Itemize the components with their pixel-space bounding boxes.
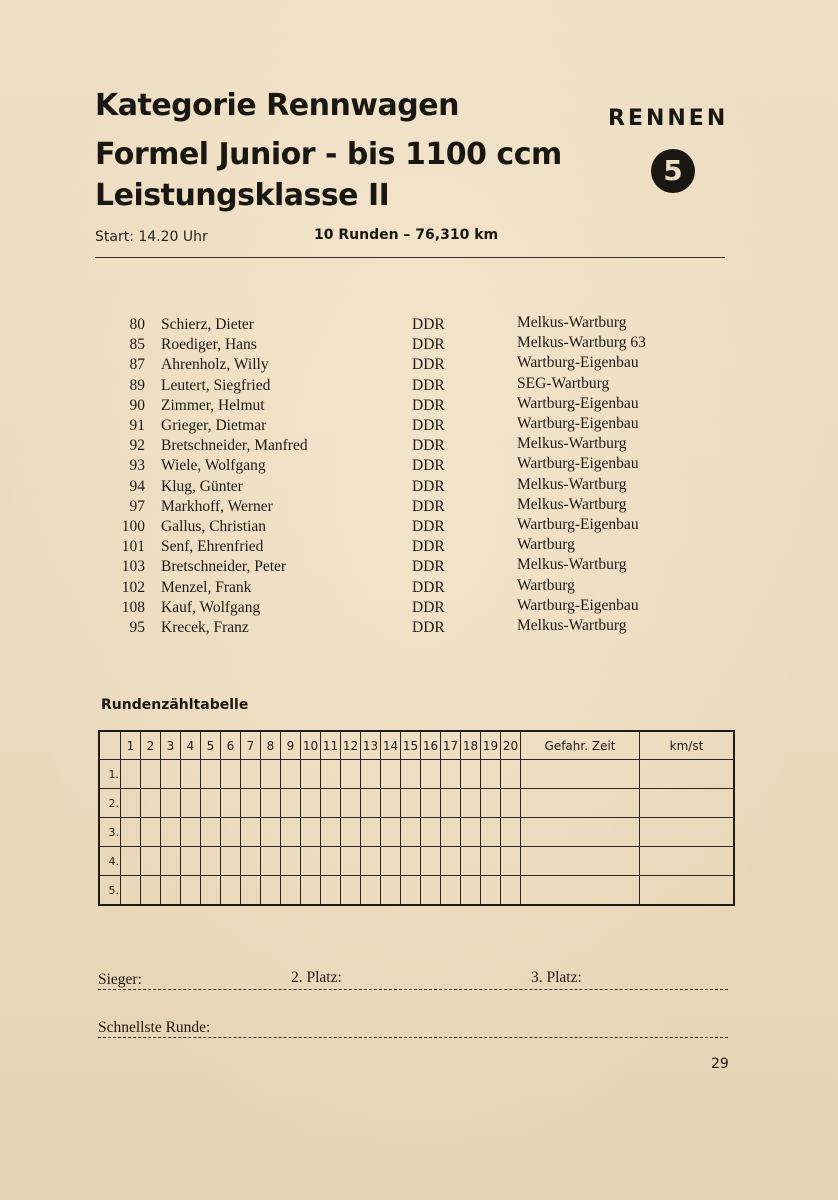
lap-cell bbox=[281, 818, 301, 847]
lap-cell bbox=[421, 818, 441, 847]
lap-cell bbox=[441, 847, 461, 876]
entry-row bbox=[0, 336, 838, 356]
driver-name: Grieger, Dietmar bbox=[161, 417, 267, 434]
driver-country: DDR bbox=[412, 376, 445, 394]
driver-country: DDR bbox=[412, 497, 445, 515]
speed-cell bbox=[640, 876, 735, 906]
lap-cell bbox=[321, 760, 341, 789]
time-cell bbox=[521, 818, 640, 847]
lap-cell bbox=[141, 760, 161, 789]
lap-cell bbox=[341, 847, 361, 876]
lap-cell bbox=[121, 847, 141, 876]
lap-cell bbox=[361, 876, 381, 906]
row-label: 1. bbox=[99, 760, 121, 789]
lap-cell bbox=[461, 760, 481, 789]
lap-header-cell: 16 bbox=[421, 731, 441, 760]
car-make: Wartburg-Eigenbau bbox=[517, 596, 639, 614]
lap-cell bbox=[401, 789, 421, 818]
speed-header: km/st bbox=[640, 731, 735, 760]
lap-header-cell: 5 bbox=[201, 731, 221, 760]
corner-cell bbox=[99, 731, 121, 760]
driver-name: Ahrenholz, Willy bbox=[161, 356, 269, 374]
row-label: 3. bbox=[99, 818, 121, 847]
entry-row bbox=[0, 374, 838, 397]
lap-cell bbox=[281, 876, 301, 906]
lap-header-cell: 20 bbox=[501, 731, 521, 760]
entry-number: 87 bbox=[129, 356, 145, 374]
driver-name: Leutert, Siegfried bbox=[161, 376, 271, 394]
lap-cell bbox=[201, 847, 221, 876]
driver-name: Roediger, Hans bbox=[161, 336, 257, 354]
lap-table-row bbox=[99, 760, 734, 789]
lap-cell bbox=[181, 818, 201, 847]
lap-cell bbox=[161, 818, 181, 847]
lap-cell bbox=[141, 789, 161, 818]
car-make: Melkus-Wartburg bbox=[517, 556, 627, 574]
lap-cell bbox=[401, 847, 421, 876]
entry-number: 94 bbox=[129, 477, 145, 495]
entry-row bbox=[0, 558, 838, 578]
lap-cell bbox=[261, 818, 281, 847]
driver-name: Klug, Günter bbox=[161, 477, 243, 495]
lap-cell bbox=[361, 789, 381, 818]
formula-title: Formel Junior - bis 1100 ccm bbox=[95, 137, 562, 172]
driver-country: DDR bbox=[412, 538, 445, 556]
driver-name: Zimmer, Helmut bbox=[161, 396, 265, 414]
lap-cell bbox=[501, 789, 521, 818]
car-make: Melkus-Wartburg 63 bbox=[517, 334, 646, 352]
lap-cell bbox=[241, 818, 261, 847]
driver-country: DDR bbox=[412, 518, 445, 535]
lap-cell bbox=[381, 760, 401, 789]
driver-country: DDR bbox=[412, 598, 445, 616]
lap-cell bbox=[261, 789, 281, 818]
lap-cell bbox=[201, 789, 221, 818]
lap-header-cell: 9 bbox=[281, 731, 301, 760]
lap-cell bbox=[401, 760, 421, 789]
lap-cell bbox=[381, 789, 401, 818]
driver-country: DDR bbox=[412, 396, 445, 414]
lap-header-cell: 8 bbox=[261, 731, 281, 760]
third-place-label: 3. Platz: bbox=[531, 969, 582, 986]
lap-cell bbox=[301, 789, 321, 818]
driver-name: Kauf, Wolfgang bbox=[161, 598, 261, 616]
driver-name: Bretschneider, Peter bbox=[161, 558, 287, 576]
entry-row bbox=[0, 576, 838, 599]
entry-number: 90 bbox=[129, 396, 145, 414]
lap-cell bbox=[241, 876, 261, 906]
lap-cell bbox=[361, 847, 381, 876]
lap-cell bbox=[161, 847, 181, 876]
lap-cell bbox=[361, 760, 381, 789]
lap-header-cell: 15 bbox=[401, 731, 421, 760]
lap-cell bbox=[221, 818, 241, 847]
lap-cell bbox=[401, 876, 421, 906]
entry-number: 108 bbox=[121, 598, 145, 616]
entry-number: 101 bbox=[121, 538, 145, 556]
speed-cell bbox=[640, 789, 735, 818]
lap-cell bbox=[461, 847, 481, 876]
lap-cell bbox=[141, 876, 161, 906]
lap-cell bbox=[341, 818, 361, 847]
lap-header-cell: 4 bbox=[181, 731, 201, 760]
lap-cell bbox=[241, 847, 261, 876]
lap-cell bbox=[421, 789, 441, 818]
time-cell bbox=[521, 789, 640, 818]
lap-cell bbox=[121, 789, 141, 818]
lap-cell bbox=[341, 760, 361, 789]
lap-cell bbox=[481, 789, 501, 818]
driver-country: DDR bbox=[412, 477, 445, 495]
lap-header-cell: 1 bbox=[121, 731, 141, 760]
entry-row bbox=[0, 437, 838, 457]
winner-label: Sieger: bbox=[98, 971, 142, 988]
lap-header-cell: 10 bbox=[301, 731, 321, 760]
entry-number: 100 bbox=[121, 518, 145, 535]
lap-cell bbox=[441, 760, 461, 789]
car-make: Melkus-Wartburg bbox=[517, 314, 627, 331]
lap-cell bbox=[281, 847, 301, 876]
second-place-label: 2. Platz: bbox=[291, 969, 342, 986]
race-distance: 10 Runden – 76,310 km bbox=[314, 227, 499, 243]
lap-cell bbox=[381, 847, 401, 876]
entry-row bbox=[0, 475, 838, 498]
race-label: RENNEN bbox=[608, 106, 729, 131]
lap-cell bbox=[301, 818, 321, 847]
car-make: Melkus-Wartburg bbox=[517, 617, 627, 634]
lap-cell bbox=[181, 789, 201, 818]
lap-header-cell: 11 bbox=[321, 731, 341, 760]
row-label: 5. bbox=[99, 876, 121, 906]
time-header: Gefahr. Zeit bbox=[521, 731, 640, 760]
lap-cell bbox=[241, 789, 261, 818]
lap-cell bbox=[381, 818, 401, 847]
entry-number: 85 bbox=[129, 336, 145, 354]
lap-cell bbox=[281, 789, 301, 818]
lap-cell bbox=[461, 789, 481, 818]
lap-cell bbox=[421, 876, 441, 906]
lap-cell bbox=[221, 847, 241, 876]
lap-header-cell: 19 bbox=[481, 731, 501, 760]
driver-country: DDR bbox=[412, 356, 445, 374]
lap-count-table bbox=[98, 730, 735, 906]
lap-cell bbox=[261, 847, 281, 876]
entry-row bbox=[0, 495, 838, 518]
car-make: Wartburg bbox=[517, 536, 575, 554]
lap-cell bbox=[161, 789, 181, 818]
row-label: 2. bbox=[99, 789, 121, 818]
lap-cell bbox=[301, 847, 321, 876]
car-make: Wartburg bbox=[517, 576, 575, 594]
entry-row bbox=[0, 394, 838, 417]
entry-number: 103 bbox=[121, 558, 145, 576]
car-make: Wartburg-Eigenbau bbox=[517, 415, 639, 432]
results-dotted-line bbox=[98, 989, 728, 990]
entry-row bbox=[0, 619, 838, 639]
lap-cell bbox=[241, 760, 261, 789]
car-make: Melkus-Wartburg bbox=[517, 495, 627, 513]
lap-cell bbox=[221, 789, 241, 818]
entry-number: 91 bbox=[129, 417, 145, 434]
lap-header-cell: 18 bbox=[461, 731, 481, 760]
lap-table-title: Rundenzähltabelle bbox=[101, 697, 249, 713]
driver-name: Senf, Ehrenfried bbox=[161, 538, 264, 556]
lap-header-cell: 6 bbox=[221, 731, 241, 760]
lap-cell bbox=[161, 876, 181, 906]
speed-cell bbox=[640, 818, 735, 847]
driver-name: Bretschneider, Manfred bbox=[161, 437, 308, 455]
speed-cell bbox=[640, 760, 735, 789]
driver-country: DDR bbox=[412, 457, 445, 475]
lap-cell bbox=[261, 876, 281, 906]
lap-cell bbox=[321, 818, 341, 847]
lap-cell bbox=[121, 876, 141, 906]
lap-header-cell: 12 bbox=[341, 731, 361, 760]
lap-table-header bbox=[99, 731, 734, 760]
page-number: 29 bbox=[711, 1056, 729, 1072]
category-title: Kategorie Rennwagen bbox=[95, 88, 459, 123]
entry-number: 80 bbox=[129, 316, 145, 333]
lap-cell bbox=[461, 876, 481, 906]
lap-header-cell: 7 bbox=[241, 731, 261, 760]
car-make: Melkus-Wartburg bbox=[517, 435, 627, 453]
entry-row bbox=[0, 316, 838, 336]
driver-country: DDR bbox=[412, 336, 445, 354]
entry-number: 93 bbox=[129, 457, 145, 475]
header-divider bbox=[95, 257, 725, 258]
time-cell bbox=[521, 760, 640, 789]
lap-cell bbox=[281, 760, 301, 789]
lap-cell bbox=[201, 818, 221, 847]
entry-number: 92 bbox=[129, 437, 145, 455]
lap-cell bbox=[141, 847, 161, 876]
lap-cell bbox=[481, 876, 501, 906]
car-make: Wartburg-Eigenbau bbox=[517, 354, 639, 372]
entry-row bbox=[0, 356, 838, 376]
lap-cell bbox=[481, 818, 501, 847]
lap-table-row bbox=[99, 847, 734, 876]
lap-cell bbox=[401, 818, 421, 847]
speed-cell bbox=[640, 847, 735, 876]
lap-cell bbox=[201, 876, 221, 906]
entry-number: 97 bbox=[129, 497, 145, 515]
car-make: Wartburg-Eigenbau bbox=[517, 516, 639, 533]
car-make: Wartburg-Eigenbau bbox=[517, 455, 639, 473]
entry-number: 95 bbox=[129, 619, 145, 636]
row-label: 4. bbox=[99, 847, 121, 876]
lap-cell bbox=[181, 876, 201, 906]
lap-cell bbox=[441, 789, 461, 818]
class-title: Leistungsklasse II bbox=[95, 178, 390, 213]
lap-cell bbox=[181, 760, 201, 789]
driver-country: DDR bbox=[412, 558, 445, 576]
driver-country: DDR bbox=[412, 619, 445, 636]
lap-cell bbox=[341, 876, 361, 906]
entry-number: 89 bbox=[129, 376, 145, 394]
car-make: Wartburg-Eigenbau bbox=[517, 394, 639, 412]
lap-cell bbox=[221, 760, 241, 789]
driver-country: DDR bbox=[412, 578, 445, 596]
lap-cell bbox=[441, 818, 461, 847]
lap-cell bbox=[381, 876, 401, 906]
driver-name: Menzel, Frank bbox=[161, 578, 252, 596]
entry-row bbox=[0, 596, 838, 619]
lap-cell bbox=[441, 876, 461, 906]
lap-cell bbox=[261, 760, 281, 789]
lap-cell bbox=[161, 760, 181, 789]
driver-country: DDR bbox=[412, 437, 445, 455]
lap-header-cell: 2 bbox=[141, 731, 161, 760]
start-time: Start: 14.20 Uhr bbox=[95, 229, 208, 245]
lap-cell bbox=[421, 760, 441, 789]
lap-header-cell: 13 bbox=[361, 731, 381, 760]
driver-country: DDR bbox=[412, 316, 445, 333]
lap-cell bbox=[221, 876, 241, 906]
time-cell bbox=[521, 876, 640, 906]
lap-table-row bbox=[99, 789, 734, 818]
lap-header-cell: 14 bbox=[381, 731, 401, 760]
entry-row bbox=[0, 518, 838, 538]
lap-cell bbox=[501, 760, 521, 789]
lap-cell bbox=[321, 876, 341, 906]
lap-cell bbox=[421, 847, 441, 876]
lap-cell bbox=[201, 760, 221, 789]
lap-cell bbox=[321, 847, 341, 876]
driver-name: Krecek, Franz bbox=[161, 619, 249, 636]
entry-row bbox=[0, 457, 838, 477]
fastest-lap-dotted-line bbox=[98, 1037, 728, 1038]
driver-name: Gallus, Christian bbox=[161, 518, 267, 535]
car-make: Melkus-Wartburg bbox=[517, 475, 627, 493]
lap-cell bbox=[121, 818, 141, 847]
lap-cell bbox=[481, 847, 501, 876]
lap-cell bbox=[141, 818, 161, 847]
lap-cell bbox=[361, 818, 381, 847]
lap-cell bbox=[461, 818, 481, 847]
lap-cell bbox=[501, 847, 521, 876]
lap-cell bbox=[341, 789, 361, 818]
driver-country: DDR bbox=[412, 417, 445, 434]
lap-cell bbox=[301, 876, 321, 906]
entry-row bbox=[0, 538, 838, 558]
lap-cell bbox=[501, 818, 521, 847]
car-make: SEG-Wartburg bbox=[517, 374, 610, 392]
lap-header-cell: 3 bbox=[161, 731, 181, 760]
time-cell bbox=[521, 847, 640, 876]
lap-cell bbox=[481, 760, 501, 789]
race-number-badge: 5 bbox=[651, 149, 695, 193]
fastest-lap-label: Schnellste Runde: bbox=[98, 1019, 211, 1036]
lap-table-row bbox=[99, 876, 734, 906]
entry-row bbox=[0, 417, 838, 437]
lap-table-row bbox=[99, 818, 734, 847]
lap-cell bbox=[181, 847, 201, 876]
lap-cell bbox=[501, 876, 521, 906]
lap-header-cell: 17 bbox=[441, 731, 461, 760]
lap-cell bbox=[121, 760, 141, 789]
driver-name: Wiele, Wolfgang bbox=[161, 457, 266, 475]
lap-cell bbox=[301, 760, 321, 789]
lap-cell bbox=[321, 789, 341, 818]
driver-name: Schierz, Dieter bbox=[161, 316, 254, 333]
driver-name: Markhoff, Werner bbox=[161, 497, 273, 515]
entry-number: 102 bbox=[121, 578, 145, 596]
